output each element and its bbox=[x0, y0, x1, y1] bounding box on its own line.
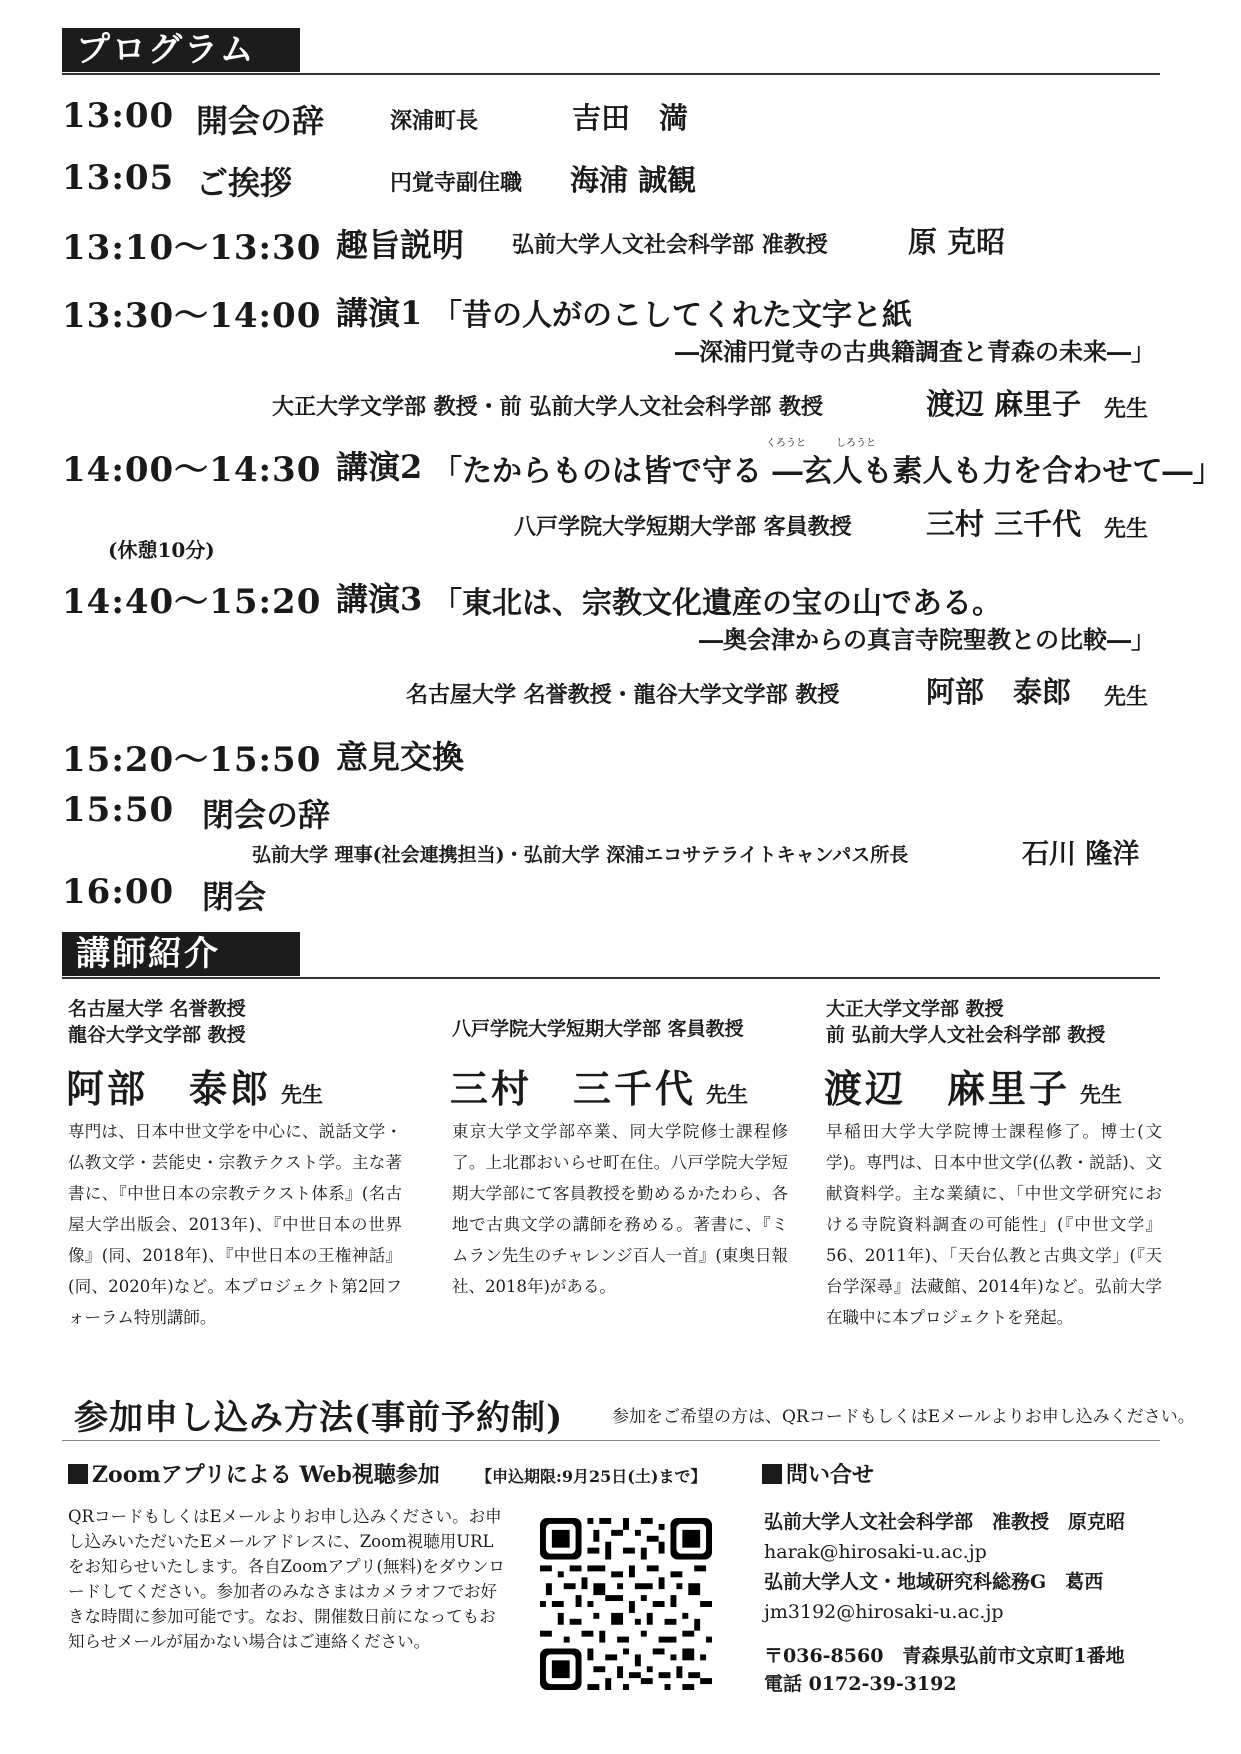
speaker2-bio: 東京大学文学部卒業、同大学院修士課程修了。上北郡おいらせ町在住。八戸学院大学短期大学部にて客員教授を勤めるかたわら、各地で古典文学の講師を務める。著書に、『ミムラン先生のチャレンジ百人一首』(東奥日報社、2018年)がある。 bbox=[452, 1122, 788, 1296]
time-lecture3: 14:40〜15:20 bbox=[62, 582, 322, 622]
time-opening: 13:00 bbox=[62, 96, 175, 136]
title-lecture2: 「たからものは皆で守る ―玄人も素人も力を合わせて―」 bbox=[432, 454, 1223, 489]
name-closing-remarks: 石川 隆洋 bbox=[1022, 839, 1140, 870]
contact-address: 〒036-8560 青森県弘前市文京町1番地 bbox=[764, 1645, 1125, 1667]
speaker2-name bbox=[450, 1058, 748, 1113]
speakers-header-rule bbox=[62, 977, 1160, 979]
registration-note: 参加をご希望の方は、QRコードもしくはEメールよりお申し込みください。 bbox=[612, 1407, 1195, 1427]
aff-closing-remarks: 弘前大学 理事(社会連携担当)・弘前大学 深浦エコサテライトキャンパス所長 bbox=[252, 844, 909, 866]
item-lecture3: 講演3 bbox=[336, 580, 423, 618]
aff-lecture1: 大正大学文学部 教授・前 弘前大学人文社会科学部 教授 bbox=[272, 394, 823, 420]
honorific-lecture3: 先生 bbox=[1104, 684, 1149, 710]
speaker3-bio: 早稲田大学大学院博士課程修了。博士(文学)。専門は、日本中世文学(仏教・説話)、文献資料学。主な業績に、「中世文学研究における寺院資料調査の可能性」(『中世文学』56、2011年)、「天台仏教と古典文学」(『天台学深尋』法藏館、2014年)など。弘前大学在職中に本プロジェクトを発起。 bbox=[826, 1122, 1162, 1327]
name-greeting: 海浦 誠観 bbox=[570, 163, 697, 197]
name-lecture3: 阿部 泰郎 bbox=[926, 675, 1072, 709]
registration-instructions: QRコードもしくはEメールよりお申し込みください。お申し込みいただいたEメールアドレスに、Zoom視聴用URLをお知らせいたします。各自Zoomアプリ(無料)をダウンロードしてください。参加者のみなさまはカメラオフでお好きな時間に参加可能です。なお、開催数日前になってもお知らせメールが届かない場合はご連絡ください。 bbox=[68, 1507, 505, 1651]
aff-lecture3: 名古屋大学 名誉教授・龍谷大学文学部 教授 bbox=[406, 682, 840, 708]
square-bullet-icon bbox=[68, 1464, 88, 1484]
zoom-heading-text: Zoomアプリによる Web視聴参加 bbox=[92, 1462, 440, 1488]
item-close: 閉会 bbox=[202, 878, 267, 916]
contact-block bbox=[764, 1508, 1164, 1698]
contact-person1: 弘前大学人文社会科学部 准教授 原克昭 bbox=[764, 1511, 1126, 1533]
program-header-rule bbox=[62, 73, 1160, 75]
speaker3-aff-line2: 前 弘前大学人文社会科学部 教授 bbox=[826, 1024, 1106, 1046]
registration-deadline: 【申込期限:9月25日(土)まで】 bbox=[476, 1467, 707, 1486]
speaker3-name-text: 渡辺 麻里子 bbox=[824, 1066, 1071, 1111]
subtitle-lecture3: ―奥会津からの真言寺院聖教との比較―」 bbox=[699, 625, 1155, 654]
title-lecture3: 「東北は、宗教文化遺産の宝の山である。 bbox=[432, 586, 1002, 621]
time-purpose: 13:10〜13:30 bbox=[62, 228, 322, 268]
break-note: (休憩10分) bbox=[108, 538, 215, 562]
time-greeting: 13:05 bbox=[62, 158, 175, 198]
speaker3-affiliation bbox=[826, 996, 1166, 1048]
program-header: プログラム bbox=[62, 28, 300, 72]
speaker1-bio: 専門は、日本中世文学を中心に、説話文学・仏教文学・芸能史・宗教テクスト学。主な著書に、『中世日本の宗教テクスト体系』(名古屋大学出版会、2013年)、『中世日本の世界像』(同、2018年)、『中世日本の王権神話』(同、2020年)など。本プロジェクト第2回フォーラム特別講師。 bbox=[68, 1122, 402, 1327]
contact-person2: 弘前大学人文・地域研究科総務G 葛西 bbox=[764, 1571, 1104, 1593]
zoom-heading bbox=[68, 1458, 440, 1489]
subtitle-lecture1: ―深浦円覚寺の古典籍調査と青森の未来―」 bbox=[675, 337, 1155, 366]
item-greeting: ご挨拶 bbox=[196, 164, 293, 202]
speaker1-affiliation bbox=[68, 996, 388, 1048]
speaker1-name-text: 阿部 泰郎 bbox=[66, 1066, 272, 1111]
time-close: 16:00 bbox=[62, 872, 175, 912]
aff-lecture2: 八戸学院大学短期大学部 客員教授 bbox=[514, 514, 852, 540]
item-purpose: 趣旨説明 bbox=[336, 226, 465, 264]
item-opening: 開会の辞 bbox=[196, 102, 325, 140]
contact-phone: 電話 0172-39-3192 bbox=[764, 1673, 957, 1695]
registration-rule bbox=[62, 1440, 1160, 1441]
speaker1-aff-line2: 龍谷大学文学部 教授 bbox=[68, 1024, 246, 1046]
speaker1-name bbox=[66, 1058, 323, 1113]
title-lecture1: 「昔の人がのこしてくれた文字と紙 bbox=[432, 298, 912, 333]
speaker1-honorific: 先生 bbox=[281, 1082, 324, 1107]
item-lecture1: 講演1 bbox=[336, 294, 423, 332]
registration-title: 参加申し込み方法(事前予約制) bbox=[74, 1398, 564, 1438]
speaker2-honorific: 先生 bbox=[706, 1082, 749, 1107]
speaker1-aff-line1: 名古屋大学 名誉教授 bbox=[68, 998, 246, 1020]
time-lecture2: 14:00〜14:30 bbox=[62, 450, 322, 490]
aff-greeting: 円覚寺副住職 bbox=[390, 170, 523, 196]
qr-code-icon[interactable] bbox=[540, 1518, 712, 1690]
name-lecture2: 三村 三千代 bbox=[926, 507, 1082, 541]
time-closing-remarks: 15:50 bbox=[62, 790, 175, 830]
speaker3-honorific: 先生 bbox=[1080, 1082, 1123, 1107]
name-purpose: 原 克昭 bbox=[908, 225, 1006, 259]
speaker2-name-text: 三村 三千代 bbox=[450, 1066, 697, 1111]
time-discussion: 15:20〜15:50 bbox=[62, 740, 322, 780]
square-bullet-icon bbox=[762, 1464, 782, 1484]
item-lecture2: 講演2 bbox=[336, 448, 423, 486]
qr-code-graphic bbox=[540, 1518, 712, 1690]
name-lecture1: 渡辺 麻里子 bbox=[926, 387, 1082, 421]
speakers-header: 講師紹介 bbox=[62, 932, 300, 976]
name-opening: 吉田 満 bbox=[572, 101, 689, 135]
speaker3-name bbox=[824, 1058, 1122, 1113]
contact-heading bbox=[762, 1458, 874, 1489]
aff-purpose: 弘前大学人文社会科学部 准教授 bbox=[512, 232, 828, 258]
contact-email2[interactable]: jm3192@hirosaki-u.ac.jp bbox=[764, 1601, 1004, 1623]
time-lecture1: 13:30〜14:00 bbox=[62, 296, 322, 336]
speaker2-affiliation: 八戸学院大学短期大学部 客員教授 bbox=[452, 1018, 744, 1040]
honorific-lecture1: 先生 bbox=[1104, 396, 1149, 422]
ruby-shiroto: しろうと bbox=[836, 438, 876, 449]
contact-heading-text: 問い合せ bbox=[786, 1462, 875, 1488]
aff-opening: 深浦町長 bbox=[390, 108, 479, 134]
honorific-lecture2: 先生 bbox=[1104, 516, 1149, 542]
speaker3-aff-line1: 大正大学文学部 教授 bbox=[826, 998, 1004, 1020]
ruby-kuroto: くろうと bbox=[766, 438, 806, 449]
item-closing-remarks: 閉会の辞 bbox=[202, 796, 331, 834]
item-discussion: 意見交換 bbox=[336, 738, 465, 776]
contact-email1[interactable]: harak@hirosaki-u.ac.jp bbox=[764, 1541, 987, 1563]
